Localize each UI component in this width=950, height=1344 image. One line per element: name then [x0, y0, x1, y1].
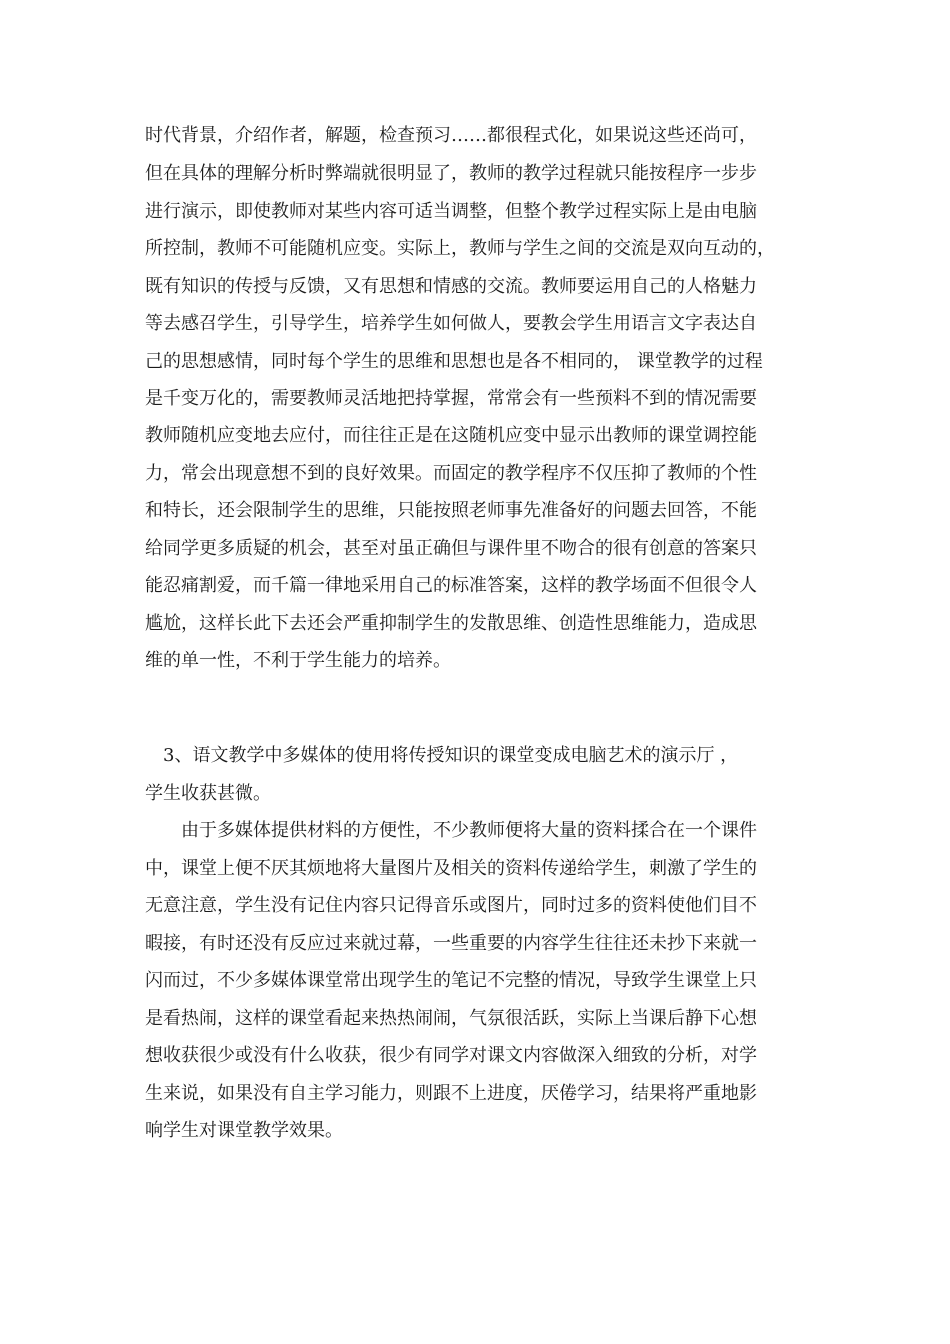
paragraph-1-line: 尴尬，这样长此下去还会严重抑制学生的发散思维、创造性思维能力，造成思 — [145, 613, 757, 634]
paragraph-1-line: 己的思想感情，同时每个学生的思维和思想也是各不相同的， 课堂教学的过程 — [145, 351, 763, 372]
paragraph-2-line: 暇接，有时还没有反应过来就过幕，一些重要的内容学生往往还未抄下来就一 — [145, 933, 757, 954]
section-heading-line: 学生收获甚微。 — [145, 783, 271, 804]
paragraph-1-line: 时代背景，介绍作者，解题，检查预习……都很程式化，如果说这些还尚可， — [145, 125, 757, 146]
paragraph-2-line: 生来说，如果没有自主学习能力，则跟不上进度，厌倦学习，结果将严重地影 — [145, 1083, 757, 1104]
paragraph-2-line: 想收获很少或没有什么收获，很少有同学对课文内容做深入细致的分析，对学 — [145, 1045, 757, 1066]
paragraph-1-line: 教师随机应变地去应付，而往往正是在这随机应变中显示出教师的课堂调控能 — [145, 425, 757, 446]
paragraph-1-line: 给同学更多质疑的机会，甚至对虽正确但与课件里不吻合的很有创意的答案只 — [145, 538, 757, 559]
paragraph-1-line: 但在具体的理解分析时弊端就很明显了，教师的教学过程就只能按程序一步步 — [145, 163, 757, 184]
section-heading-line: 3、语文教学中多媒体的使用将传授知识的课堂变成电脑艺术的演示厅 ， — [163, 745, 739, 766]
paragraph-2-line: 是看热闹，这样的课堂看起来热热闹闹，气氛很活跃，实际上当课后静下心想 — [145, 1008, 757, 1029]
paragraph-2-line: 无意注意，学生没有记住内容只记得音乐或图片，同时过多的资料使他们目不 — [145, 895, 757, 916]
paragraph-1-line: 等去感召学生，引导学生，培养学生如何做人，要教会学生用语言文字表达自 — [145, 313, 757, 334]
paragraph-1-line: 进行演示，即使教师对某些内容可适当调整，但整个教学过程实际上是由电脑 — [145, 201, 757, 222]
paragraph-1-line: 力，常会出现意想不到的良好效果。而固定的教学程序不仅压抑了教师的个性 — [145, 463, 757, 484]
paragraph-2-line: 响学生对课堂教学效果。 — [145, 1120, 343, 1141]
paragraph-1-line: 所控制，教师不可能随机应变。实际上，教师与学生之间的交流是双向互动的， — [145, 238, 775, 259]
paragraph-1-line: 是千变万化的，需要教师灵活地把持掌握，常常会有一些预料不到的情况需要 — [145, 388, 757, 409]
paragraph-1-line: 维的单一性，不利于学生能力的培养。 — [145, 650, 451, 671]
paragraph-2-line: 闪而过，不少多媒体课堂常出现学生的笔记不完整的情况，导致学生课堂上只 — [145, 970, 757, 991]
paragraph-1-line: 能忍痛割爱，而千篇一律地采用自己的标准答案，这样的教学场面不但很令人 — [145, 575, 757, 596]
paragraph-2-line: 中，课堂上便不厌其烦地将大量图片及相关的资料传递给学生，刺激了学生的 — [145, 858, 757, 879]
paragraph-1-line: 和特长，还会限制学生的思维，只能按照老师事先准备好的问题去回答，不能 — [145, 500, 757, 521]
paragraph-1-line: 既有知识的传授与反馈，又有思想和情感的交流。教师要运用自己的人格魅力 — [145, 276, 757, 297]
paragraph-2-line: 由于多媒体提供材料的方便性，不少教师便将大量的资料揉合在一个课件 — [181, 820, 757, 841]
